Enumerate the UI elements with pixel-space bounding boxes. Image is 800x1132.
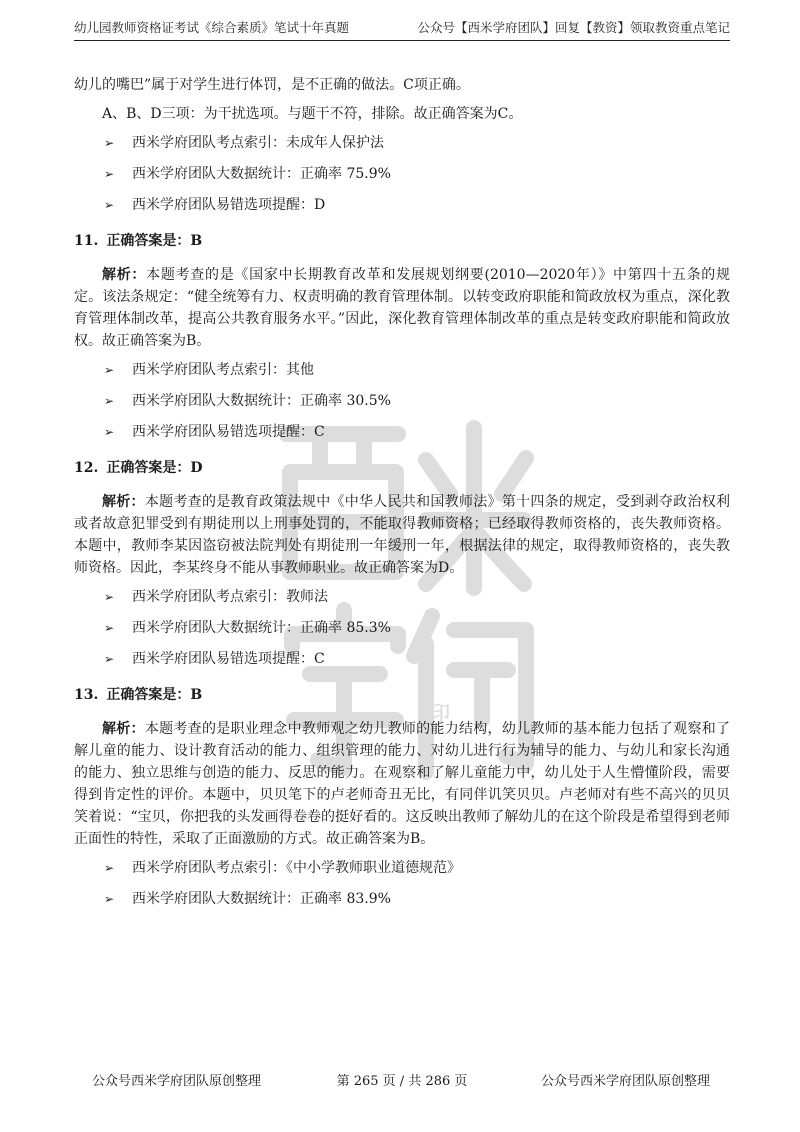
arrow-right-icon: ➢ bbox=[104, 590, 115, 604]
arrow-right-icon: ➢ bbox=[104, 167, 115, 181]
arrow-right-icon: ➢ bbox=[104, 892, 115, 906]
header-left-text: 幼儿园教师资格证考试《综合素质》笔试十年真题 bbox=[74, 20, 350, 35]
arrow-right-icon: ➢ bbox=[104, 621, 115, 635]
header-right-text: 公众号【西米学府团队】回复【教资】领取教资重点笔记 bbox=[417, 20, 730, 35]
arrow-right-icon: ➢ bbox=[104, 363, 115, 377]
footer-right-text: 公众号西米学府团队原创整理 bbox=[540, 1074, 710, 1089]
list-item: ➢ 西米学府团队考点索引：《中小学教师职业道德规范》 bbox=[74, 857, 730, 879]
intro-bullet-list bbox=[74, 132, 730, 216]
arrow-right-icon: ➢ bbox=[104, 425, 115, 439]
page-content bbox=[74, 74, 730, 919]
list-item: ➢ 西米学府团队大数据统计：正确率 30.5% bbox=[74, 390, 730, 412]
page-number: 第 265 页 / 共 286 页 bbox=[336, 1074, 468, 1089]
question-13 bbox=[74, 684, 730, 910]
answer-heading: 11. 正确答案是：B bbox=[74, 233, 203, 249]
page-header bbox=[74, 0, 730, 41]
list-item: ➢ 西米学府团队大数据统计：正确率 83.9% bbox=[74, 888, 730, 910]
others-paragraph: A、B、D三项：为干扰选项。与题干不符，排除。故正确答案为C。 bbox=[102, 106, 523, 122]
bullet-list bbox=[74, 857, 730, 910]
arrow-right-icon: ➢ bbox=[104, 198, 115, 212]
list-item: ➢ 西米学府团队大数据统计：正确率 75.9% bbox=[74, 163, 730, 185]
arrow-right-icon: ➢ bbox=[104, 394, 115, 408]
bullet-list bbox=[74, 586, 730, 670]
explanation-paragraph: 解析：本题考查的是职业理念中教师观之幼儿教师的能力结构，幼儿教师的基本能力包括了观察和了解儿童的能力、设计教育活动的能力、组织管理的能力、对幼儿进行行为辅导的能力、与幼儿和家长沟通的能力、独立思维与创造的能力、反思的能力。在观察和了解儿童能力中，幼儿处于人生懵懂阶段，需要得到肯定性的评价。本题中，贝贝笔下的卢老师奇丑无比，有同伴讥笑贝贝。卢老师对有些不高兴的贝贝笑着说：“宝贝，你把我的头发画得卷卷的挺好看的。这反映出教师了解幼儿的在这个阶段是希望得到老师正面性的特性，采取了正面激励的方式。故正确答案为B。 bbox=[74, 721, 731, 847]
list-item: ➢ 西米学府团队考点索引：未成年人保护法 bbox=[74, 132, 730, 154]
bullet-list bbox=[74, 359, 730, 443]
explanation-paragraph: 解析：本题考查的是教育政策法规中《中华人民共和国教师法》第十四条的规定，受到剥夺政治权利或者故意犯罪受到有期徒刑以上刑事处罚的，不能取得教师资格；已经取得教师资格的，丧失教师资格。本题中，教师李某因盗窃被法院判处有期徒刑一年缓刑一年，根据法律的规定，取得教师资格的，丧失教师资格。因此，李某终身不能从事教师职业。故正确答案为D。 bbox=[74, 494, 731, 576]
question-12 bbox=[74, 457, 730, 670]
footer-left-text: 公众号西米学府团队原创整理 bbox=[92, 1074, 262, 1089]
answer-heading: 13. 正确答案是：B bbox=[74, 687, 203, 703]
list-item: ➢ 西米学府团队易错选项提醒：C bbox=[74, 648, 730, 670]
explanation-paragraph: 解析：本题考查的是《国家中长期教育改革和发展规划纲要(2010—2020年）》中第四十五条的规定。该法条规定：“健全统筹有力、权责明确的教育管理体制。以转变政府职能和简政放权为重点，深化教育管理体制改革，提高公共教育服务水平。”因此，深化教育管理体制改革的重点是转变政府职能和简政放权。故正确答案为B。 bbox=[74, 267, 731, 349]
answer-heading: 12. 正确答案是：D bbox=[74, 460, 203, 476]
list-item: ➢ 西米学府团队易错选项提醒：D bbox=[74, 194, 730, 216]
arrow-right-icon: ➢ bbox=[104, 861, 115, 875]
arrow-right-icon: ➢ bbox=[104, 136, 115, 150]
list-item: ➢ 西米学府团队大数据统计：正确率 85.3% bbox=[74, 617, 730, 639]
arrow-right-icon: ➢ bbox=[104, 652, 115, 666]
page-footer bbox=[74, 1070, 730, 1092]
list-item: ➢ 西米学府团队易错选项提醒：C bbox=[74, 421, 730, 443]
list-item: ➢ 西米学府团队考点索引：其他 bbox=[74, 359, 730, 381]
question-11 bbox=[74, 230, 730, 443]
list-item: ➢ 西米学府团队考点索引：教师法 bbox=[74, 586, 730, 608]
continuation-paragraph: 幼儿的嘴巴”属于对学生进行体罚，是不正确的做法。C项正确。 bbox=[74, 77, 470, 93]
svg-text:印: 印 bbox=[430, 701, 450, 725]
